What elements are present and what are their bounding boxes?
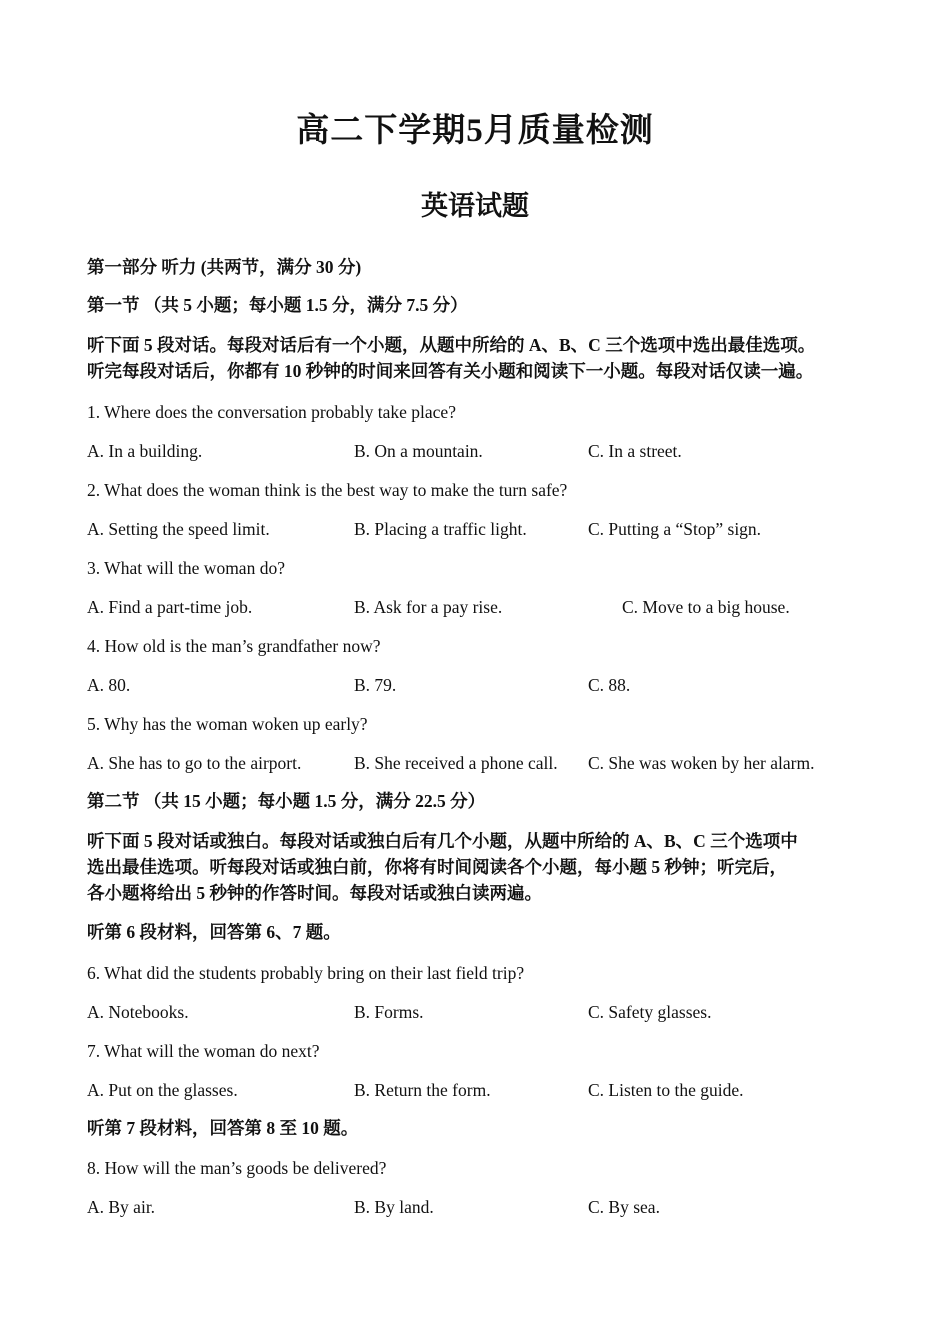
option-1b: B. On a mountain. <box>354 441 483 461</box>
question-5: 5. Why has the woman woken up early? <box>87 714 368 734</box>
page-subtitle: 英语试题 <box>421 191 529 221</box>
option-2c: C. Putting a “Stop” sign. <box>588 519 762 539</box>
option-2a: A. Setting the speed limit. <box>87 519 270 539</box>
option-8b: B. By land. <box>354 1197 434 1217</box>
option-4c: C. 88. <box>588 675 631 695</box>
question-2: 2. What does the woman think is the best way to make the turn safe? <box>87 480 568 500</box>
section2-instructions <box>87 828 877 906</box>
section2-heading: 第二节 （共 15 小题；每小题 1.5 分，满分 22.5 分） <box>87 791 486 811</box>
section1-instructions <box>87 332 877 384</box>
question-1: 1. Where does the conversation probably take place? <box>87 402 456 422</box>
option-6c: C. Safety glasses. <box>588 1002 712 1022</box>
instruction-line: 听下面 5 段对话。每段对话后有一个小题，从题中所给的 A、B、C 三个选项中选出最佳选项。 <box>87 335 816 355</box>
question-7: 7. What will the woman do next? <box>87 1041 320 1061</box>
option-6b: B. Forms. <box>354 1002 424 1022</box>
option-1a: A. In a building. <box>87 441 203 461</box>
option-7a: A. Put on the glasses. <box>87 1080 238 1100</box>
option-4a: A. 80. <box>87 675 131 695</box>
instruction-line: 听下面 5 段对话或独白。每段对话或独白后有几个小题，从题中所给的 A、B、C 三个选项中 <box>87 831 798 851</box>
question-8: 8. How will the man’s goods be delivered? <box>87 1158 387 1178</box>
material-6-heading: 听第 6 段材料，回答第 6、7 题。 <box>87 922 341 942</box>
option-4b: B. 79. <box>354 675 397 695</box>
question-6: 6. What did the students probably bring on their last field trip? <box>87 963 525 983</box>
option-3a: A. Find a part-time job. <box>87 597 253 617</box>
option-5b: B. She received a phone call. <box>354 753 558 773</box>
option-5c: C. She was woken by her alarm. <box>588 753 815 773</box>
option-5a: A. She has to go to the airport. <box>87 753 302 773</box>
part1-heading: 第一部分 听力 (共两节，满分 30 分) <box>87 257 362 277</box>
option-6a: A. Notebooks. <box>87 1002 189 1022</box>
instruction-line: 各小题将给出 5 秒钟的作答时间。每段对话或独白读两遍。 <box>87 883 542 903</box>
option-7c: C. Listen to the guide. <box>588 1080 744 1100</box>
instruction-line: 选出最佳选项。听每段对话或独白前，你将有时间阅读各个小题，每小题 5 秒钟；听完后， <box>87 857 787 877</box>
option-2b: B. Placing a traffic light. <box>354 519 527 539</box>
option-3b: B. Ask for a pay rise. <box>354 597 503 617</box>
instruction-line: 听完每段对话后，你都有 10 秒钟的时间来回答有关小题和阅读下一小题。每段对话仅读一遍。 <box>87 361 814 381</box>
option-8c: C. By sea. <box>588 1197 660 1217</box>
page-title: 高二下学期5月质量检测 <box>296 113 654 149</box>
option-1c: C. In a street. <box>588 441 682 461</box>
option-8a: A. By air. <box>87 1197 156 1217</box>
option-3c: C. Move to a big house. <box>622 597 790 617</box>
question-4: 4. How old is the man’s grandfather now? <box>87 636 381 656</box>
option-7b: B. Return the form. <box>354 1080 491 1100</box>
section1-heading: 第一节 （共 5 小题；每小题 1.5 分，满分 7.5 分） <box>87 295 468 315</box>
material-7-heading: 听第 7 段材料，回答第 8 至 10 题。 <box>87 1118 359 1138</box>
question-3: 3. What will the woman do? <box>87 558 285 578</box>
